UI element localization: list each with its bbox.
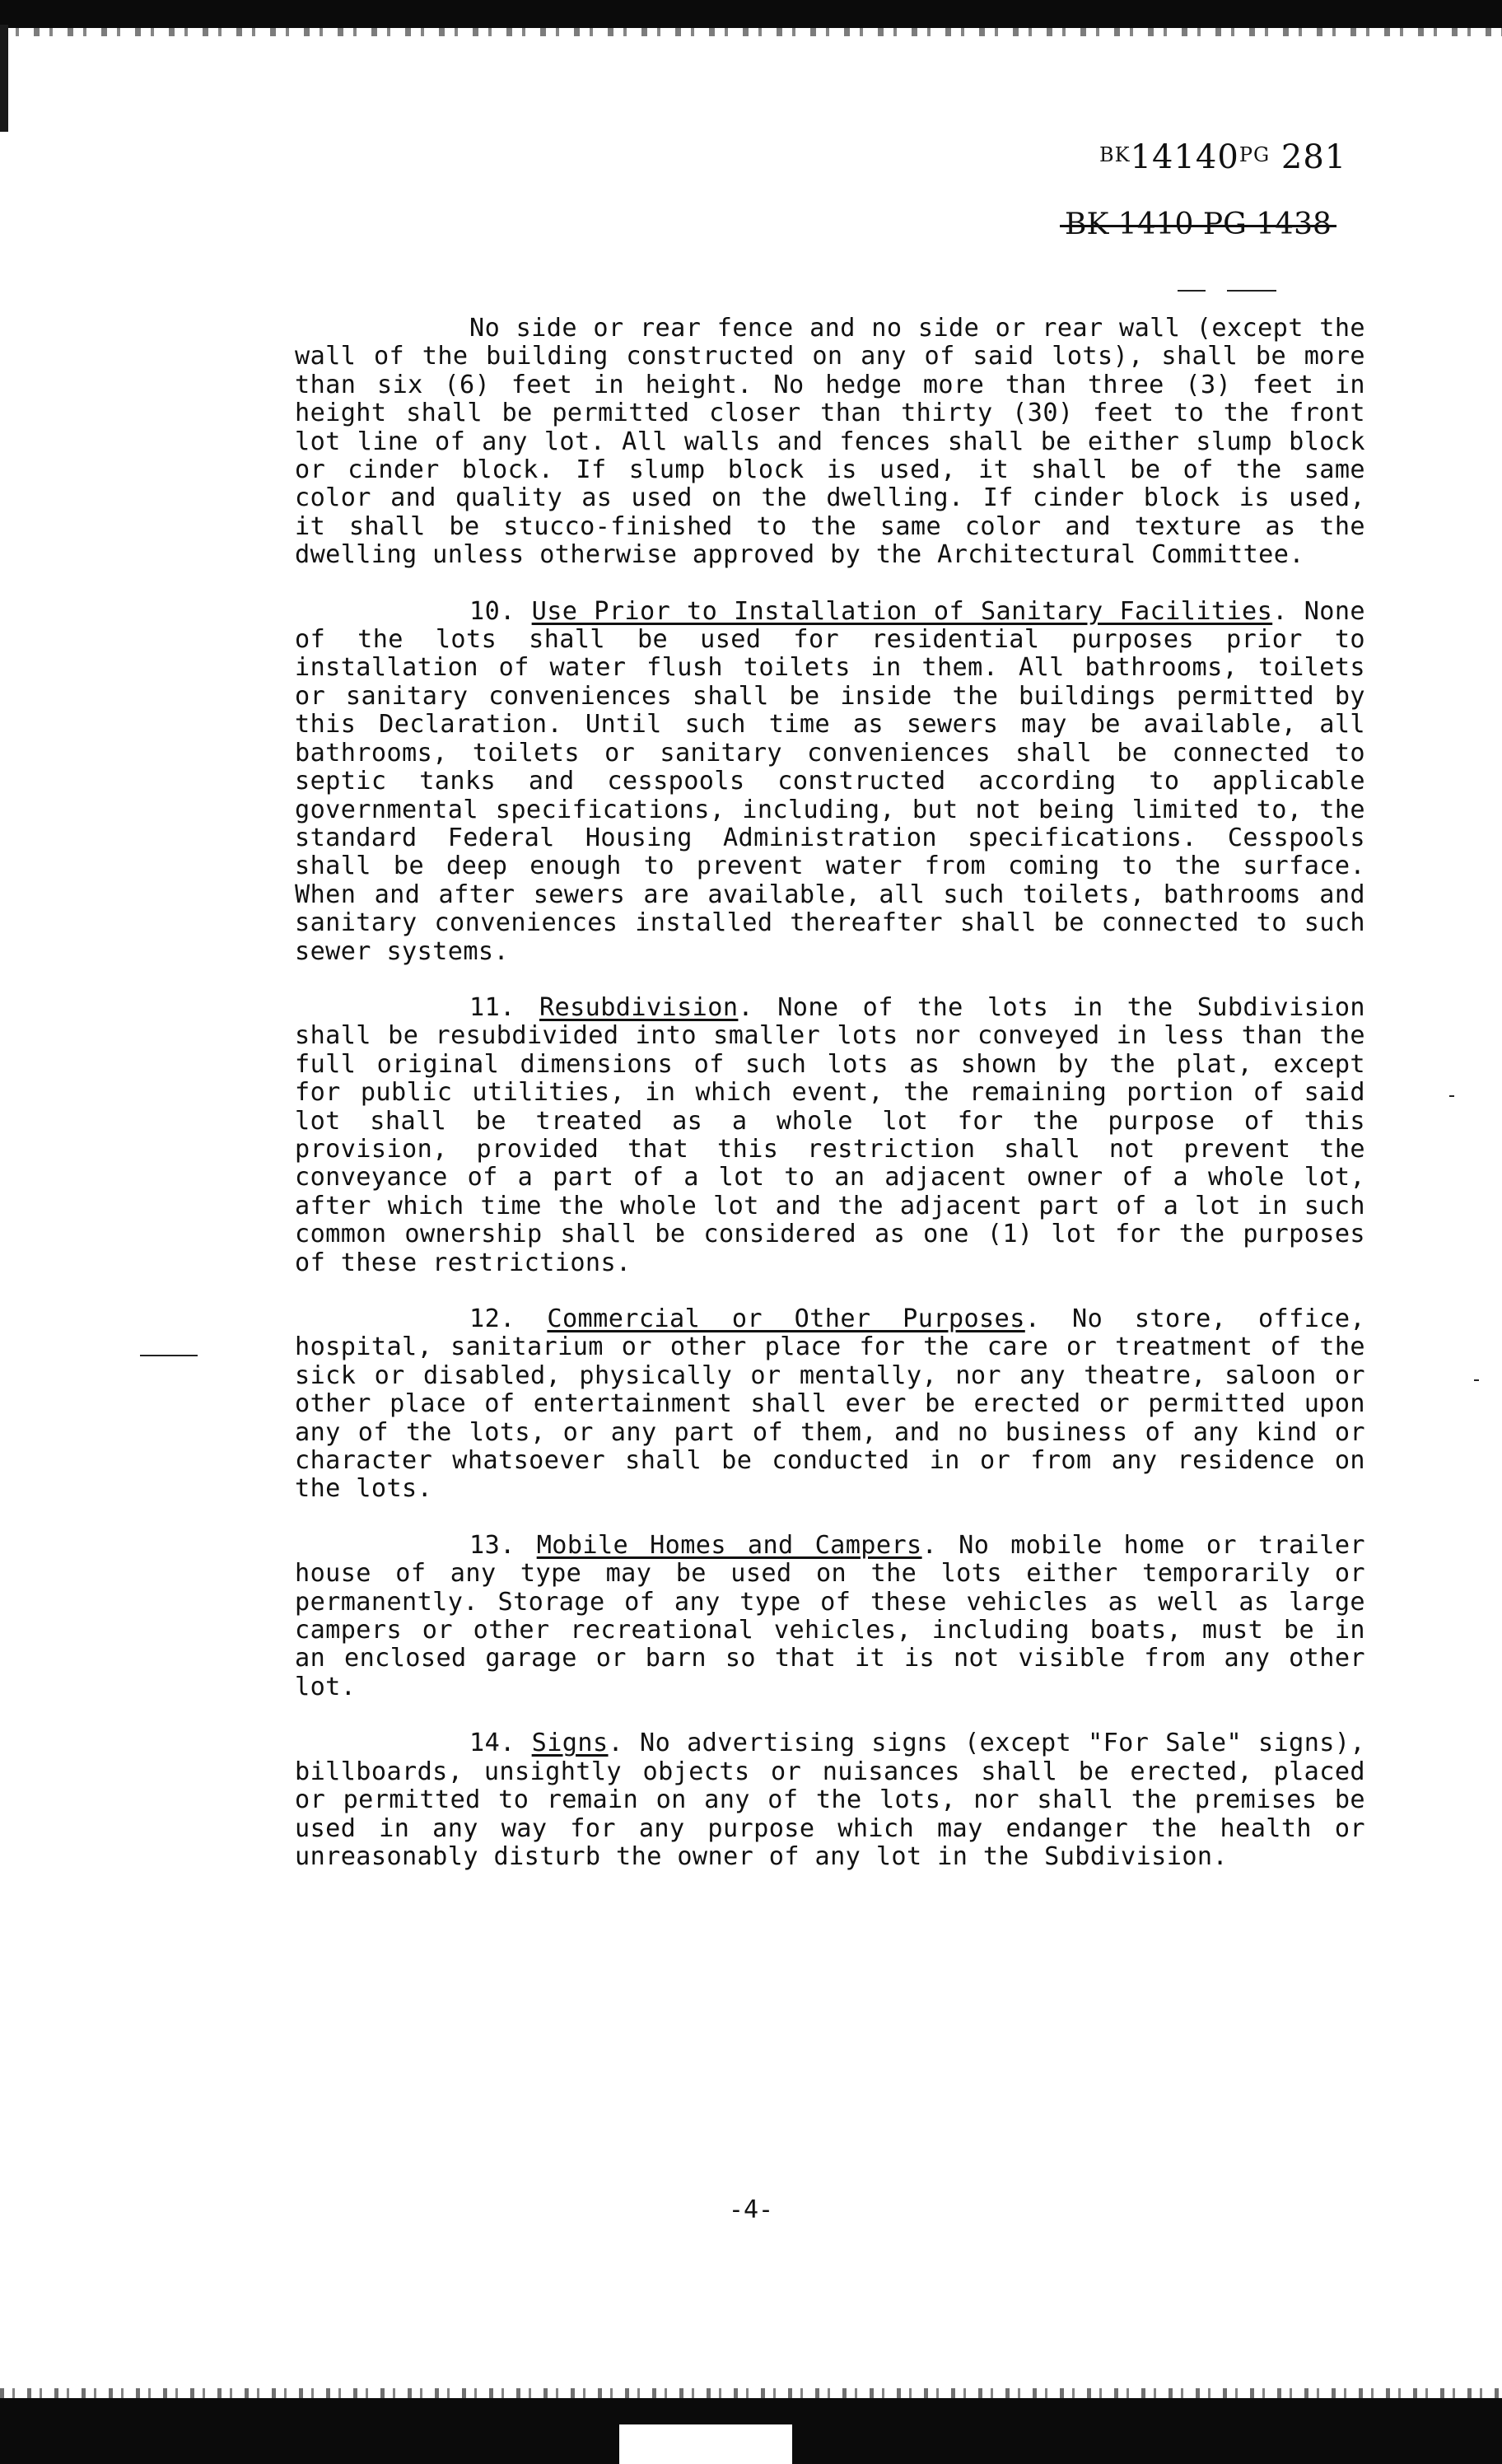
document-body (295, 315, 1365, 1871)
section-number: 10. (469, 596, 515, 626)
page-number: -4- (728, 2196, 774, 2224)
struck-old-book-reference (1065, 208, 1332, 241)
section-title: Use Prior to Installation of Sanitary Facilities (531, 596, 1273, 626)
book-ref-prefix: BK (1099, 143, 1131, 166)
section-number: 13. (469, 1530, 515, 1560)
scan-speck (140, 1355, 198, 1356)
section-title: Commercial or Other Purposes (547, 1304, 1025, 1333)
scan-border-top (0, 0, 1502, 28)
section-number: 11. (469, 992, 515, 1022)
book-ref-page: 281 (1280, 138, 1347, 176)
scan-speck (1474, 1379, 1479, 1381)
scan-bottom-gap (619, 2424, 792, 2464)
scan-speck (1227, 290, 1276, 292)
section-number: 12. (469, 1304, 515, 1333)
section-11-resubdivision: 11. Resubdivision. None of the lots in the Subdivision shall be resubdivided into smaller lots nor conveyed in less than the full original dimensions of such lots as shown by the plat, except for public utilities, in which event, the remaining portion of said lot shall be treated as a whole lot for the purpose of this provision, provided that this restriction shall not prevent the conveyance of a part of a lot to an adjacent owner of a whole lot, after which time the whole lot and the adjacent part of a lot in such common ownership shall be considered as one (1) lot for the purposes of these restrictions. (295, 992, 1366, 1277)
section-title: Resubdivision (539, 992, 739, 1022)
old-ref-text: BK 1410 PG 1438 (1065, 208, 1332, 241)
recording-book-reference (1099, 138, 1346, 176)
section-title: Mobile Homes and Campers (536, 1530, 922, 1560)
section-text: No mobile home or trailer house of any type may be used on the lots either temporarily or permanently. Storage of any type of these vehicles as well as large campers or other recreational vehicles, including boats, must be in an enclosed garage or barn so that it is not visible from any other lot. (295, 1530, 1365, 1701)
section-text: No side or rear fence and no side or rear wall (except the wall of the building constructed on any of said lots), shall be more than six (6) feet in height. No hedge more than three (3) feet in height shall be permitted closer than thirty (30) feet to the front lot line of any lot. All walls and fences shall be either slump block or cinder block. If slump block is used, it shall be of the same color and quality as used on the dwelling. If cinder block is used, it shall be stucco-finished to the same color and texture as the dwelling unless otherwise approved by the Architectural Committee. (295, 314, 1365, 570)
book-ref-pg-label: PG (1238, 143, 1271, 166)
section-13-mobile-homes: 13. Mobile Homes and Campers. No mobile home or trailer house of any type may be used on the lots either temporarily or permanently. Storage of any type of these vehicles as well as large campers or other recreational vehicles, including boats, must be in an enclosed garage or barn so that it is not visible from any other lot. (295, 1530, 1365, 1701)
section-fences (295, 315, 1365, 570)
book-ref-number: 14140 (1130, 138, 1239, 176)
section-number: 14. (469, 1729, 515, 1758)
section-text: No advertising signs (except "For Sale" signs), billboards, unsightly objects or nuisances shall be erected, placed or permitted to remain on any of the lots, nor shall the premises be used in any way for any purpose which may endanger the health or unreasonably disturb the owner of any lot in the Subdivision. (295, 1729, 1366, 1871)
section-14-signs: 14. Signs. No advertising signs (except "For Sale" signs), billboards, unsightly objects or nuisances shall be erected, placed or permitted to remain on any of the lots, nor shall the premises be used in any way for any purpose which may endanger the health or unreasonably disturb the owner of any lot in the Subdivision. (295, 1729, 1366, 1871)
scan-speck (1178, 290, 1206, 292)
section-title: Signs (531, 1729, 609, 1758)
section-10-sanitary: 10. Use Prior to Installation of Sanitary Facilities. None of the lots shall be used for residential purposes prior to installation of water flush toilets in them. All bathrooms, toilets or sanitary conveniences shall be inside the buildings permitted by this Declaration. Until such time as sewers may be available, all bathrooms, toilets or sanitary conveniences shall be connected to septic tanks and cesspools constructed according to applicable governmental specifications, including, but not being limited to, the standard Federal Housing Administration specifications. Cesspools shall be deep enough to prevent water from coming to the surface. When and after sewers are available, all such toilets, bathrooms and sanitary conveniences installed thereafter shall be connected to such sewer systems. (295, 596, 1365, 966)
section-12-commercial: 12. Commercial or Other Purposes. No store, office, hospital, sanitarium or other place for the care or treatment of the sick or disabled, physically or mentally, nor any theatre, saloon or other place of entertainment shall ever be erected or permitted upon any of the lots, or any part of them, and no business of any kind or character whatsoever shall be conducted in or from any residence on the lots. (295, 1304, 1365, 1504)
section-text: None of the lots in the Subdivision shall be resubdivided into smaller lots nor conveyed in less than the full original dimensions of such lots as shown by the plat, except for public utilities, in which event, the remaining portion of said lot shall be treated as a whole lot for the purpose of this provision, provided that this restriction shall not prevent the conveyance of a part of a lot to an adjacent owner of a whole lot, after which time the whole lot and the adjacent part of a lot in such common ownership shall be considered as one (1) lot for the purposes of these restrictions. (295, 992, 1366, 1277)
section-text: No store, office, hospital, sanitarium or other place for the care or treatment of the sick or disabled, physically or mentally, nor any theatre, saloon or other place of entertainment shall ever be erected or permitted upon any of the lots, or any part of them, and no business of any kind or character whatsoever shall be conducted in or from any residence on the lots. (295, 1304, 1365, 1504)
scan-noise-top (0, 28, 1502, 36)
scan-border-left (0, 25, 8, 132)
scan-speck (1449, 1095, 1454, 1097)
section-text: None of the lots shall be used for residential purposes prior to installation of water flush toilets in them. All bathrooms, toilets or sanitary conveniences shall be inside the buildings permitted by this Declaration. Until such time as sewers may be available, all bathrooms, toilets or sanitary conveniences shall be connected to septic tanks and cesspools constructed according to applicable governmental specifications, including, but not being limited to, the standard Federal Housing Administration specifications. Cesspools shall be deep enough to prevent water from coming to the surface. When and after sewers are available, all such toilets, bathrooms and sanitary conveniences installed thereafter shall be connected to such sewer systems. (295, 596, 1365, 966)
